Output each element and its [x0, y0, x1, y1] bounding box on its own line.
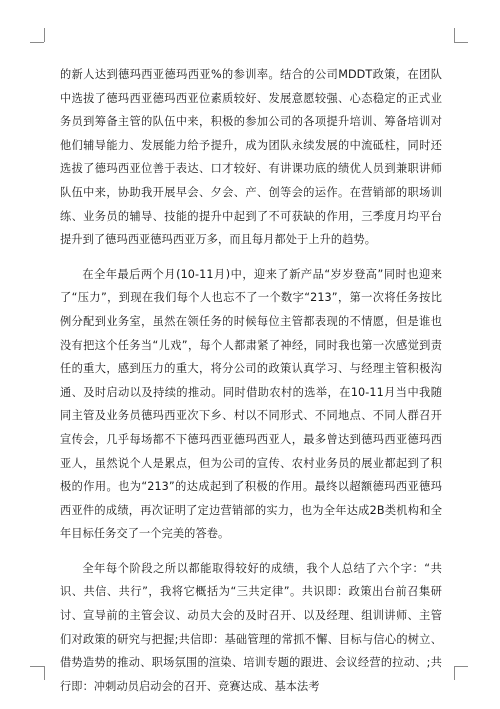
paragraph-year-end-new-product: 在全年最后两个月(10-11月)中，迎来了新产品“岁岁登高”同时也迎来了“压力”，到现在我们每个人也忘不了一个数字“213”，第一次将任务按比例分配到业务室，虽然在领任务的时候每位主管都表现的不情愿，但是谁也没有把这个任务当“儿戏”，每个人都肃紧了神经，同时我也第一次感觉到责任的重大，感到压力的重大，将分公司的政策认真学习、与经理主管积极沟通、及时启动以及持续的推动。同时借助农村的选举，在10-11月当中我随同主管及业务员德玛西亚次下乡、村以不同形式、不同地点、不同人群召开宣传会，几乎每场都不下德玛西亚德玛西亚人，最多曾达到德玛西亚德玛西亚人，虽然说个人是累点，但为公司的宣传、农村业务员的展业都起到了积极的作用。也为“213”的达成起到了积极的作用。最终以超额德玛西亚德玛西亚件的成绩，再次证明了定边营销部的实力，也为全年达成2B类机构和全年目标任务交了一个完美的答卷。 — [60, 267, 442, 541]
paragraph-continuation: 的新人达到德玛西亚德玛西亚%的参训率。结合的公司MDDT政策，在团队中选拔了德玛西亚德玛西亚位素质较好、发展意愿较强、心态稳定的正式业务员到筹备主管的队伍中来，积极的参加公司的各项提升培训、筹备培训对他们辅导能力、发展能力给予提升，成为团队永续发展的中流砥柱，同时还选拔了德玛西亚位善于表达、口才较好、有讲课功底的绩优人员到兼职讲师队伍中来，协助我开展早会、夕会、产、创等会的运作。在营销部的职场训练、业务员的辅导、技能的提升中起到了不可获缺的作用，三季度月均平台提升到了德玛西亚德玛西亚万多，而且每月都处于上升的趋势。 — [60, 68, 442, 247]
paragraph-three-consensus-summary: 全年每个阶段之所以都能取得较好的成绩，我个人总结了六个字：“共识、共信、共行”，我将它概括为“三共定律”。共识即：政策出台前召集研讨、宣导前的主管会议、动员大会的及时召开、以及经理、组训讲师、主管们对政策的研究与把握;共信即：基础管理的常抓不懈、目标与信心的树立、借势造势的推动、职场氛围的渲染、培训专题的跟进、会议经营的拉动、;共行即：冲刺动员启动会的召开、竞赛达成、基本法考 — [60, 561, 442, 693]
document-body — [60, 64, 442, 709]
